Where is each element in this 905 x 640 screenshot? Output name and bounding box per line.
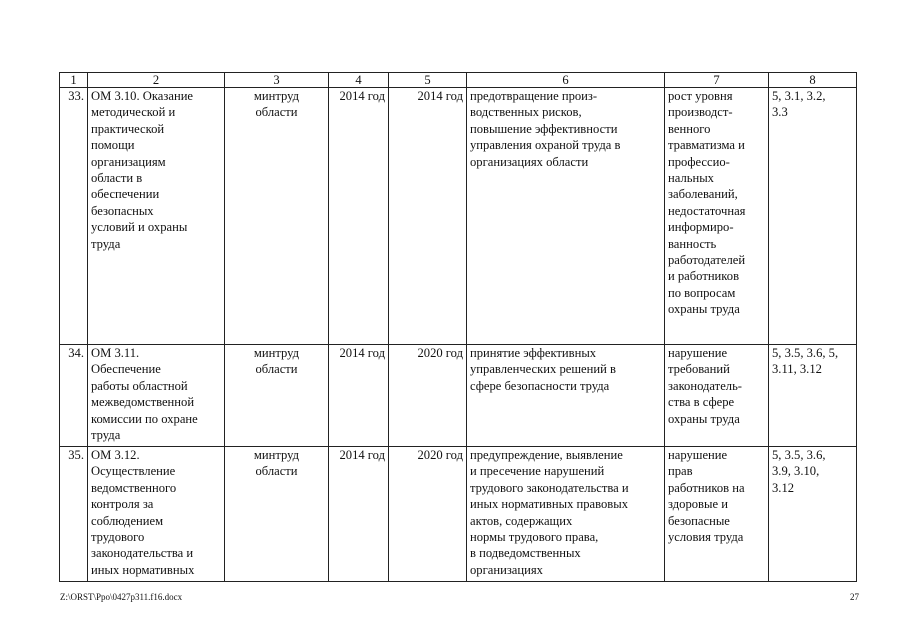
consequence-cell: нарушение прав работников на здоровые и безопасные условия труда [665, 447, 769, 582]
measure-cell: ОМ 3.11. Обеспечение работы областной межведомственной комиссии по охране труда [88, 345, 225, 447]
row-number: 34. [60, 345, 88, 447]
row-number: 33. [60, 88, 88, 345]
end-year-cell: 2014 год [389, 88, 467, 345]
result-cell: предотвращение произ- водственных рисков, повышение эффективности управления охраной труда в организациях области [467, 88, 665, 345]
consequence-cell: нарушение требований законодатель- ства в сфере охраны труда [665, 345, 769, 447]
row-number: 35. [60, 447, 88, 582]
indicators-cell: 5, 3.5, 3.6, 3.9, 3.10, 3.12 [769, 447, 857, 582]
page-number: 27 [850, 592, 859, 602]
result-cell: принятие эффективных управленческих решений в сфере безопасности труда [467, 345, 665, 447]
measure-cell: ОМ 3.12. Осуществление ведомственного контроля за соблюдением трудового законодательства и иных нормативных [88, 447, 225, 582]
header-row [60, 73, 857, 88]
column-number-4: 4 [329, 73, 389, 88]
table-row [60, 447, 857, 582]
measure-cell: ОМ 3.10. Оказание методической и практической помощи организациям области в обеспечении безопасных условий и охраны труда [88, 88, 225, 345]
document-file-path: Z:\ORST\Ppo\0427p311.f16.docx [60, 592, 183, 602]
column-number-8: 8 [769, 73, 857, 88]
start-year-cell: 2014 год [329, 88, 389, 345]
end-year-cell: 2020 год [389, 345, 467, 447]
column-number-2: 2 [88, 73, 225, 88]
executor-cell: минтруд области [225, 345, 329, 447]
consequence-cell: рост уровня производст- венного травматизма и профессио- нальных заболеваний, недостаточная информиро- ванность работодателей и работников по вопросам охраны труда [665, 88, 769, 345]
indicators-cell: 5, 3.1, 3.2, 3.3 [769, 88, 857, 345]
executor-cell: минтруд области [225, 447, 329, 582]
end-year-cell: 2020 год [389, 447, 467, 582]
result-cell: предупреждение, выявление и пресечение нарушений трудового законодательства и иных нормативных правовых актов, содержащих нормы трудового права, в подведомственных организациях [467, 447, 665, 582]
column-number-3: 3 [225, 73, 329, 88]
column-number-6: 6 [467, 73, 665, 88]
indicators-cell: 5, 3.5, 3.6, 5, 3.11, 3.12 [769, 345, 857, 447]
start-year-cell: 2014 год [329, 345, 389, 447]
start-year-cell: 2014 год [329, 447, 389, 582]
table-row [60, 345, 857, 447]
column-number-7: 7 [665, 73, 769, 88]
column-number-1: 1 [60, 73, 88, 88]
column-number-5: 5 [389, 73, 467, 88]
table-row [60, 88, 857, 345]
program-measures-table [59, 72, 857, 582]
executor-cell: минтруд области [225, 88, 329, 345]
